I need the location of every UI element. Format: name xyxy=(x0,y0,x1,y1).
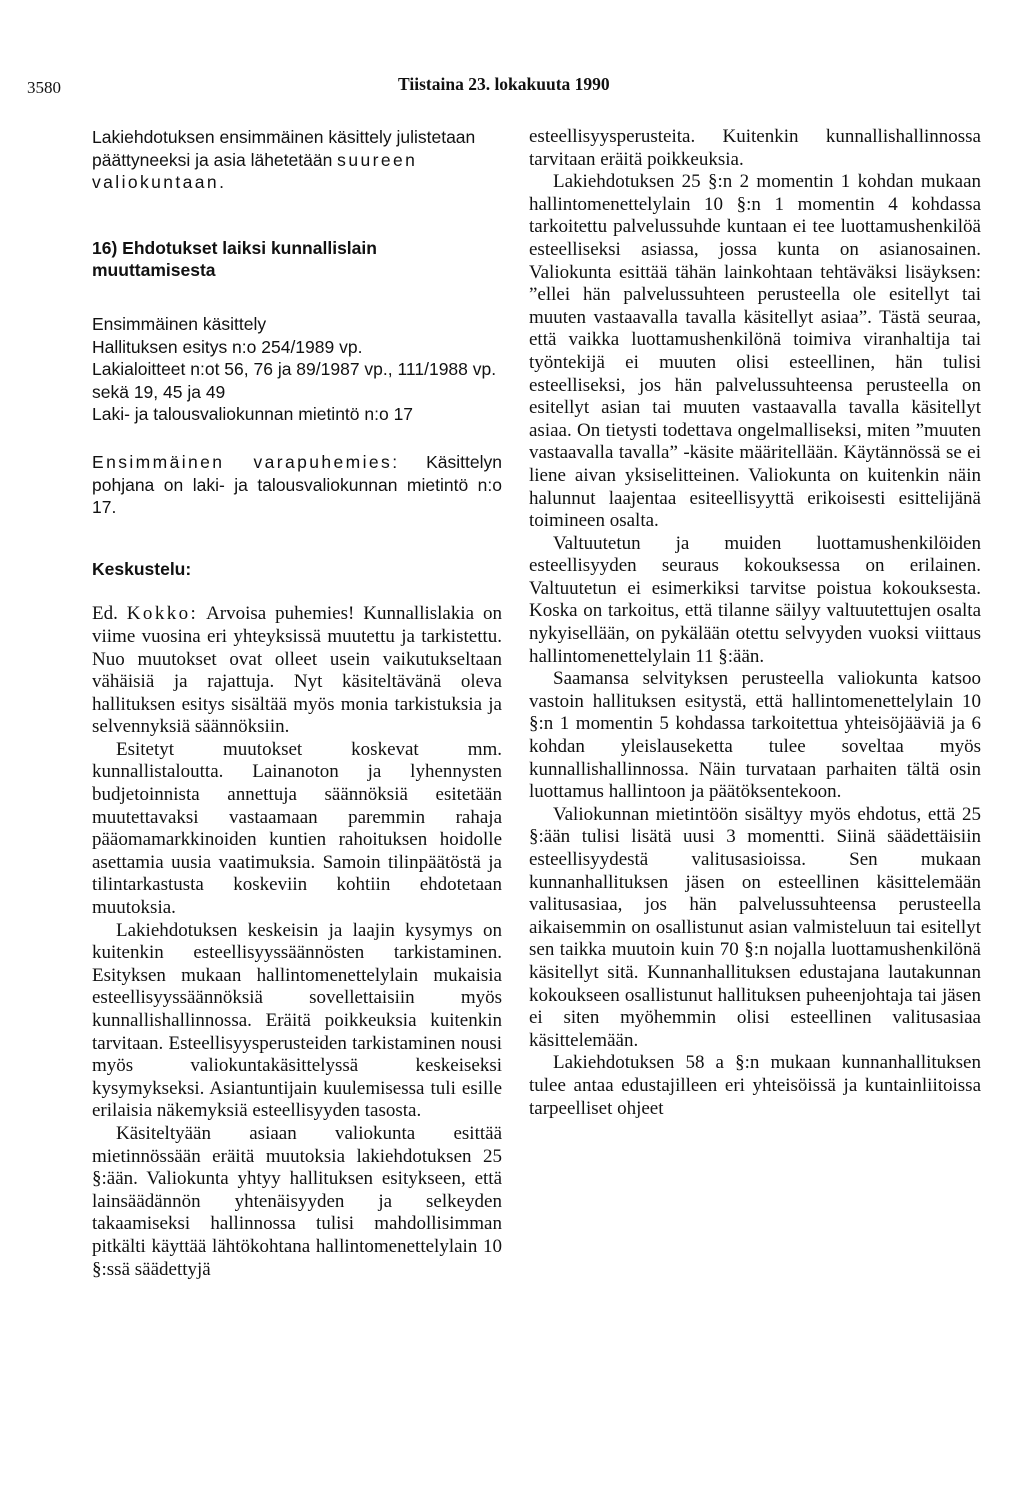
page-header-date: Tiistaina 23. lokakuuta 1990 xyxy=(398,74,610,94)
right-column xyxy=(529,126,981,1120)
body-paragraph: Lakiehdotuksen 25 §:n 2 momentin 1 kohdan mukaan hallintomenettelylain 10 §:n 1 momentin 4 kohdassa tarkoitettu palvelussuhde kuntaan ei tee luottamushenkilöä esteelliseksi asiassa, jossa kunta on asianosainen. Valiokunta esittää tähän lainkohtaan tehtäväksi lisäyksen: ”ellei hän palvelussuhteen perusteella ole esitellyt tai muuten vastaavalla tavalla käsitellyt asiaa”. Tästä seuraa, että vaikka luottamushenkilönä toimiva viranhaltija tai työntekijä ei muuten olisi esteellinen, hän tulisi esteelliseksi, jos hän palvelussuhteensa perusteella on esitellyt asian tai muuten vastaavalla tavalla käsitellyt asiaa. On tietysti todettava ongelmalliseksi, miten ”muuten vastaavalla tavalla” -käsite määritellään. Käytännössä se ei liene aivan yksiselitteinen. Valiokunta on kuitenkin näin halunnut laajentaa esiteellisyyttä erikoisesti esittelijänä toimineen osalta. xyxy=(529,171,981,532)
speech-text: Arvoisa puhemies! Kunnallislakia on viime vuosina eri yhteyksissä muutettu ja tarkistettu. Nuo muutokset ovat olleet usein vaikutukseltaan vähäisiä ja rajattuja. Nyt käsiteltävänä oleva hallituksen esitys sisältää myös monia tarkistuksia ja selvennyksiä säännöksiin. xyxy=(92,603,503,738)
body-paragraph: Valiokunnan mietintöön sisältyy myös ehdotus, että 25 §:ään tulisi lisätä uusi 3 momentti. Siinä säädettäisiin esteellisyydestä valitusasioissa. Sen mukaan kunnanhallituksen jäsen on esteellinen käsittelemään valitusasiaa, jos hän palvelussuhteensa perusteella aikaisemmin on osallistunut asian valmisteluun tai esitellyt sen taikka muutoin kuin 70 §:n nojalla luottamushenkilönä käsitellyt sitä. Kunnanhallituksen edustajana lautakunnan kokoukseen osallistunut hallituksen puheenjohtaja tai jäsen ei siten myöhemmin olisi esteellinen valitusasiaa käsittelemään. xyxy=(529,803,981,1051)
intro-text-spaced: suureen valiokuntaan. xyxy=(92,149,418,193)
info-line: Hallituksen esitys n:o 254/1989 vp. xyxy=(92,336,363,357)
discussion-heading: Keskustelu: xyxy=(92,558,192,579)
body-paragraph: Lakiehdotuksen keskeisin ja laajin kysymys on kuitenkin esteellisyyssäännösten tarkistaminen. Esityksen mukaan hallintomenettelylain mukaisia esteellisyyssäännöksiä sovellettaisiin myös kunnallishallinnossa. Eräitä poikkeuksia kuitenkin tarvitaan. Esteellisyysperusteiden tarkistaminen nousi myös valiokuntakäsittelyssä keskeiseksi kysymykseksi. Asiantuntijain kuulemisessa tuli esille erilaisia näkemyksiä esteellisyyden tasosta. xyxy=(92,919,502,1122)
chair-statement xyxy=(92,451,502,519)
info-block xyxy=(92,313,502,426)
chair-speaker: Ensimmäinen varapuhemies: xyxy=(92,451,400,472)
intro-text: Lakiehdotuksen ensimmäinen käsittely julistetaan päättyneeksi ja asia lähetetään xyxy=(92,127,476,170)
body-paragraph: Lakiehdotuksen 58 a §:n mukaan kunnanhallituksen tulee antaa edustajilleen eri yhteisöissä ja kuntainliitoissa tarpeelliset ohjeet xyxy=(529,1052,981,1119)
body-paragraph: Valtuutetun ja muiden luottamushenkilöiden esteellisyyden seuraus kokouksessa on erilainen. Valtuutetun ei esimerkiksi tarvitse poistua kokouksesta. Koska on tarkoitus, että tilanne säilyy valtuutettujen osalta nykyisellään, on pykälään otettu selvyyden vuoksi viittaus hallintomenettelylain 11 §:ään. xyxy=(529,532,981,667)
speech-speaker: Kokko: xyxy=(126,603,199,625)
intro-paragraph xyxy=(92,126,502,194)
chair-text: Käsittelyn pohjana on laki- ja talousvaliokunnan mietintö n:o 17. xyxy=(92,451,502,518)
body-paragraph: Käsiteltyään asiaan valiokunta esittää mietinnössään eräitä muutoksia lakiehdotuksen 25 §:ään. Valiokunta yhtyy hallituksen esitykseen, että lainsäädännön yhtenäisyyden ja selkeyden takaamiseksi hallinnossa tulisi mahdollisimman pitkälti käyttää lähtökohtana hallintomenettelylain 10 §:ssä säädettyjä xyxy=(92,1122,502,1280)
speech-prefix: Ed. xyxy=(92,603,127,625)
body-paragraph: Saamansa selvityksen perusteella valiokunta katsoo vastoin hallituksen esitystä, että hallintomenettelylain 10 §:n 1 momentin 5 kohdassa tarkoitettua yhteisöjääviä ja 6 kohdan yleislauseketta tulee soveltaa myös kunnallishallinnossa. Näin turvataan parhaiten tältä osin luottamus hallintoon ja päätöksentekoon. xyxy=(529,668,981,803)
continuation-paragraph: esteellisyysperusteita. Kuitenkin kunnallishallinnossa tarvitaan eräitä poikkeuksia. xyxy=(529,126,981,170)
info-line: Ensimmäinen käsittely xyxy=(92,313,267,334)
info-line: Laki- ja talousvaliokunnan mietintö n:o 17 xyxy=(92,404,414,425)
page-number: 3580 xyxy=(27,78,61,97)
body-paragraph: Esitetyt muutokset koskevat mm. kunnallistaloutta. Lainanoton ja lyhennysten budjetoinnista annettuja säännöksiä esitetään muutettavaksi vastaamaan paremmin rahaja pääomamarkkinoiden kuntien rahoituksen hoidolle asettamia uusia vaatimuksia. Samoin tilinpäätöstä ja tilintarkastusta koskeviin kohtiin ehdotetaan muutoksia. xyxy=(92,738,502,919)
item-heading: 16) Ehdotukset laiksi kunnallislain muuttamisesta xyxy=(92,237,377,281)
info-line: Lakialoitteet n:ot 56, 76 ja 89/1987 vp., 111/1988 vp. sekä 19, 45 ja 49 xyxy=(92,359,497,402)
speech-paragraph xyxy=(92,603,502,739)
left-column xyxy=(92,126,502,1281)
